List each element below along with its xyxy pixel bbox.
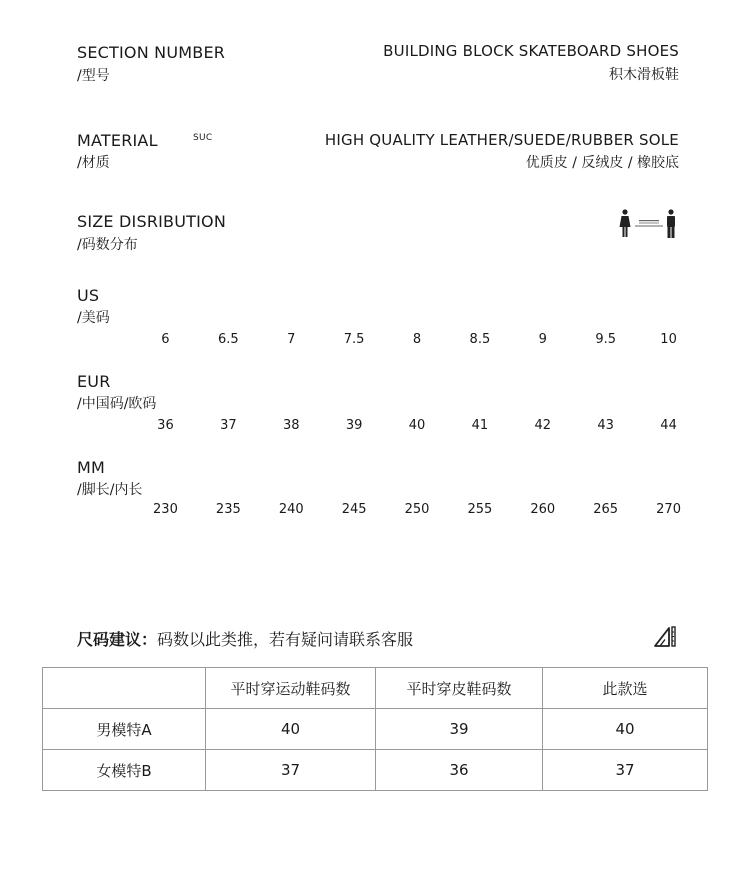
table-header-row bbox=[43, 668, 708, 709]
us-size-row bbox=[134, 332, 700, 347]
us-size: 9.5 bbox=[595, 332, 617, 347]
mm-size: 265 bbox=[593, 502, 619, 517]
material-badge: SUC bbox=[193, 133, 213, 143]
table-cell: 男模特A bbox=[43, 709, 206, 750]
section-number-label: SECTION NUMBER bbox=[77, 43, 226, 62]
mm-size: 235 bbox=[215, 502, 241, 517]
mm-label: MM bbox=[77, 458, 106, 477]
eur-size: 42 bbox=[534, 418, 552, 433]
size-distribution-label: SIZE DISRIBUTION bbox=[77, 212, 227, 231]
us-size: 6 bbox=[161, 332, 170, 347]
mm-size: 250 bbox=[404, 502, 430, 517]
size-suggestion-title: 尺码建议： bbox=[77, 630, 158, 649]
height-figures-icon bbox=[617, 208, 679, 240]
mm-size-row bbox=[134, 502, 700, 517]
size-recommendation-table bbox=[42, 667, 708, 791]
section-number-label-cn: /型号 bbox=[77, 68, 110, 84]
table-header-cell bbox=[43, 668, 206, 709]
material-label: MATERIAL bbox=[77, 131, 158, 150]
mm-size: 240 bbox=[278, 502, 304, 517]
table-cell: 36 bbox=[376, 750, 543, 791]
table-cell: 40 bbox=[543, 709, 708, 750]
table-row bbox=[43, 709, 708, 750]
table-cell: 40 bbox=[206, 709, 376, 750]
us-size: 8 bbox=[412, 332, 422, 347]
us-size: 7.5 bbox=[343, 332, 365, 347]
size-suggestion-text: 码数以此类推，若有疑问请联系客服 bbox=[157, 630, 414, 649]
eur-size-row bbox=[134, 418, 700, 433]
size-distribution-label-cn: /码数分布 bbox=[77, 237, 138, 253]
mm-size: 255 bbox=[467, 502, 493, 517]
table-header-cell: 平时穿运动鞋码数 bbox=[206, 668, 376, 709]
table-row bbox=[43, 750, 708, 791]
material-label-cn: /材质 bbox=[77, 155, 110, 171]
eur-size: 41 bbox=[471, 418, 489, 433]
size-suggestion bbox=[77, 627, 413, 650]
us-size: 10 bbox=[660, 332, 677, 347]
mm-label-cn: /脚长/内长 bbox=[77, 482, 143, 498]
mm-size: 245 bbox=[341, 502, 367, 517]
table-cell: 37 bbox=[206, 750, 376, 791]
eur-size: 36 bbox=[157, 418, 174, 433]
section-number-value-cn: 积木滑板鞋 bbox=[609, 67, 679, 83]
mm-size: 270 bbox=[656, 502, 681, 517]
mm-size: 260 bbox=[530, 502, 556, 517]
eur-size: 44 bbox=[660, 418, 677, 433]
table-cell: 37 bbox=[543, 750, 708, 791]
table-cell: 女模特B bbox=[43, 750, 206, 791]
us-size: 9 bbox=[538, 332, 547, 347]
us-size: 8.5 bbox=[469, 332, 491, 347]
eur-size: 40 bbox=[408, 418, 426, 433]
eur-label-cn: /中国码/欧码 bbox=[77, 396, 157, 412]
material-value-cn: 优质皮 / 反绒皮 / 橡胶底 bbox=[525, 155, 679, 171]
us-size: 7 bbox=[287, 332, 296, 347]
mm-size: 230 bbox=[153, 502, 178, 517]
eur-size: 39 bbox=[345, 418, 363, 433]
eur-size: 37 bbox=[220, 418, 237, 433]
us-label: US bbox=[77, 286, 100, 305]
ruler-icon bbox=[654, 625, 678, 648]
eur-size: 38 bbox=[282, 418, 300, 433]
material-value: HIGH QUALITY LEATHER/SUEDE/RUBBER SOLE bbox=[324, 131, 679, 149]
section-number-value: BUILDING BLOCK SKATEBOARD SHOES bbox=[383, 42, 679, 60]
us-label-cn: /美码 bbox=[77, 310, 110, 326]
table-header-cell: 平时穿皮鞋码数 bbox=[376, 668, 543, 709]
table-cell: 39 bbox=[376, 709, 543, 750]
us-size: 6.5 bbox=[217, 332, 239, 347]
table-header-cell: 此款选 bbox=[543, 668, 708, 709]
eur-size: 43 bbox=[597, 418, 614, 433]
eur-label: EUR bbox=[77, 372, 111, 391]
